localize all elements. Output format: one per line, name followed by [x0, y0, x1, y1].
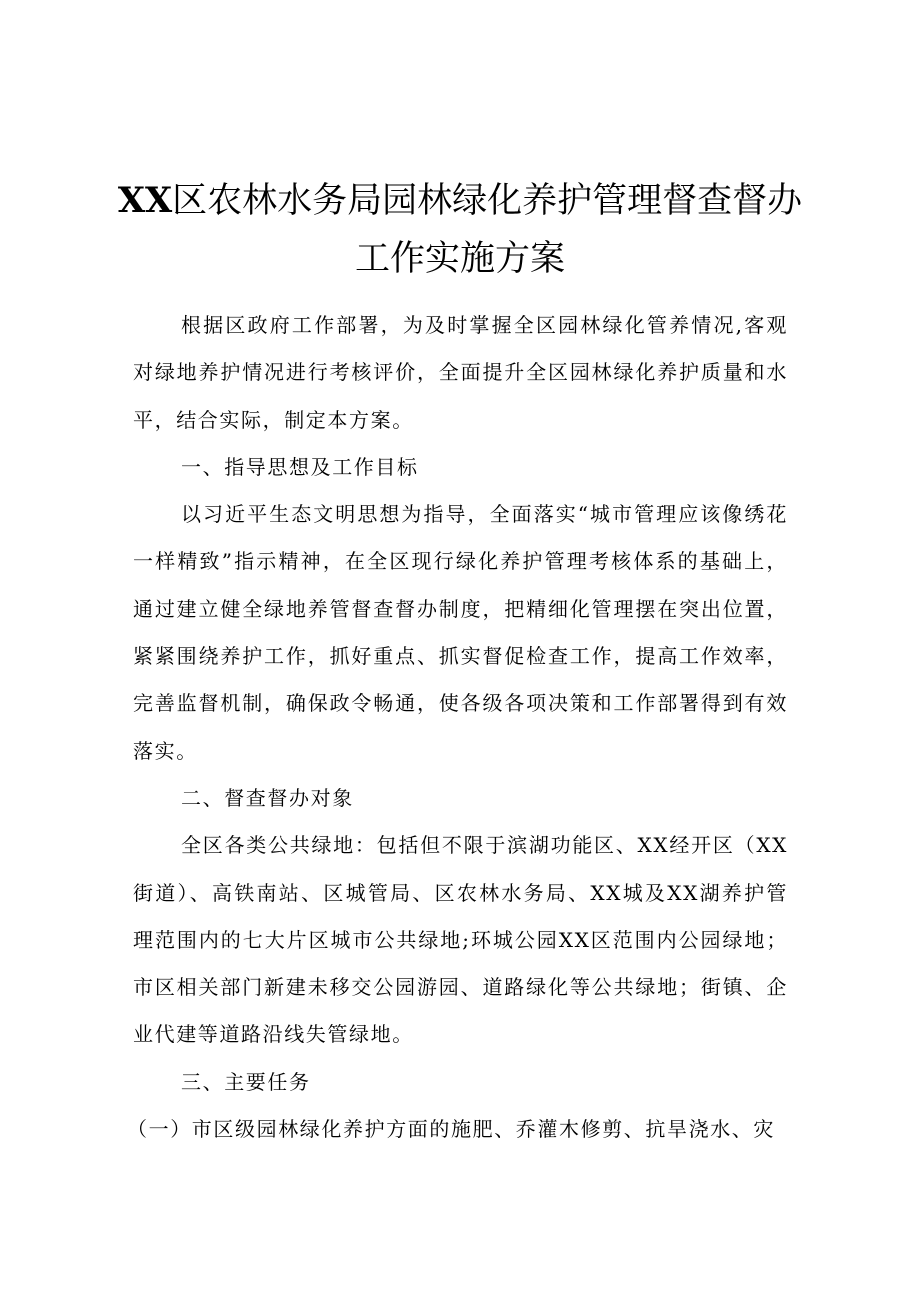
intro-paragraph: 根据区政府工作部署，为及时掌握全区园林绿化管养情况,客观对绿地养护情况进行考核评价，全面提升全区园林绿化养护质量和水平，结合实际，制定本方案。: [133, 313, 788, 432]
section-1-heading: 一、指导思想及工作目标: [181, 454, 419, 479]
title-line-2: 工作实施方案: [354, 239, 565, 279]
document-body: [127, 302, 788, 1153]
document-title: [60, 172, 860, 288]
title-line-1: [60, 172, 860, 230]
section-3-heading: 三、主要任务: [181, 1069, 311, 1094]
section-1-paragraph: 以习近平生态文明思想为指导，全面落实“城市管理应该像绣花一样精致”指示精神，在全区现行绿化养护管理考核体系的基础上，通过建立健全绿地养管督查督办制度，把精细化管理摆在突出位置，紧紧围绕养护工作，抓好重点、抓实督促检查工作，提高工作效率，完善监督机制，确保政令畅通，使各级各项决策和工作部署得到有效落实。: [133, 502, 788, 763]
section-2-paragraph: 全区各类公共绿地：包括但不限于滨湖功能区、XX经开区（XX街道）、高铁南站、区城管局、区农林水务局、XX城及XX湖养护管理范围内的七大片区城市公共绿地;环城公园XX区范围内公园绿地；市区相关部门新建未移交公园游园、道路绿化等公共绿地；街镇、企业代建等道路沿线失管绿地。: [133, 833, 788, 1047]
section-2-heading: 二、督查督办对象: [181, 785, 354, 810]
title-prefix: XX: [117, 180, 173, 221]
section-3-item-1: （一）市区级园林绿化养护方面的施肥、乔灌木修剪、抗旱浇水、灾: [127, 1117, 775, 1142]
title-line-1-text: 区农林水务局园林绿化养护管理督查督办: [172, 181, 803, 221]
